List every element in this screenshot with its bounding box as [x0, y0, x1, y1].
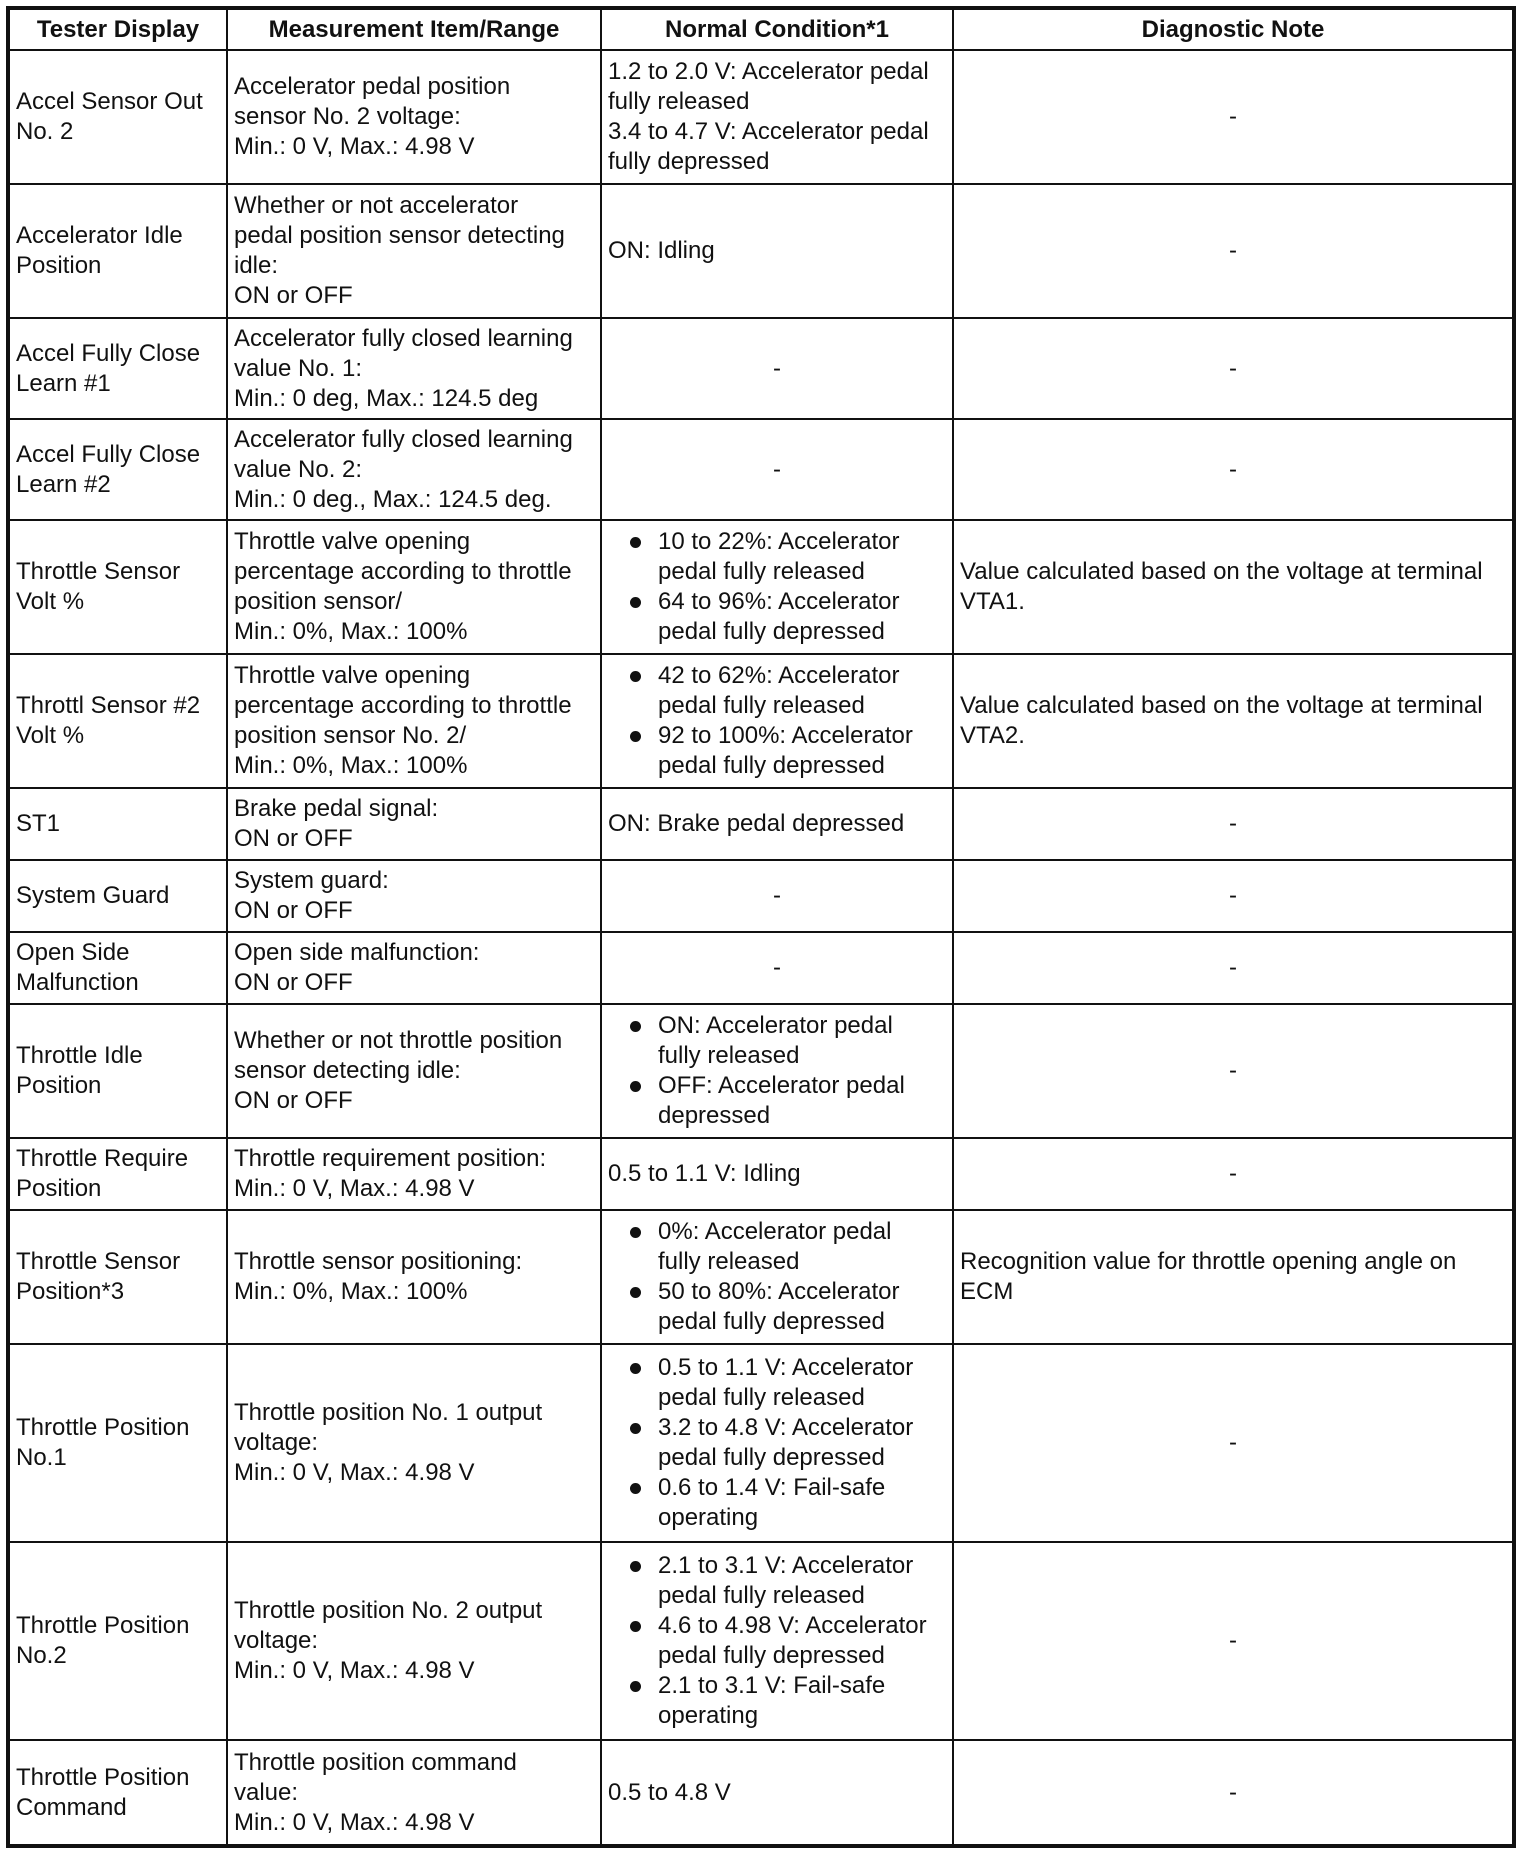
tester-display-cell: [8, 1138, 227, 1210]
table-row: [8, 1004, 1514, 1138]
normal-condition-cell: [601, 1138, 953, 1210]
data-list-table: [6, 6, 1516, 1848]
tester-display-cell-line: No. 2: [16, 118, 74, 145]
measurement-item-cell-line: position sensor/: [234, 588, 403, 615]
measurement-item-cell-line: Accelerator fully closed learning: [234, 324, 573, 352]
table-row: [8, 1210, 1514, 1344]
measurement-item-cell-line: Accelerator pedal position: [234, 73, 511, 100]
diagnostic-note-cell-line: -: [1229, 810, 1237, 837]
diagnostic-note-cell: [953, 1138, 1514, 1210]
condition-bullet-item: [608, 1671, 946, 1731]
condition-bullet-line: pedal fully released: [658, 692, 865, 719]
condition-bullet-list: [608, 527, 946, 647]
tester-display-cell-line: No.1: [16, 1444, 67, 1471]
measurement-item-cell-line: Min.: 0 V, Max.: 4.98 V: [234, 1657, 475, 1684]
normal-condition-cell: [601, 520, 953, 654]
diagnostic-note-cell-line: -: [1229, 882, 1237, 909]
condition-bullet-line: pedal fully released: [658, 558, 865, 585]
header-normal-condition: Normal Condition*1: [601, 8, 953, 50]
diagnostic-note-cell: [953, 318, 1514, 419]
tester-display-cell-line: Learn #1: [16, 369, 111, 397]
measurement-item-cell-line: Whether or not accelerator: [234, 192, 519, 219]
measurement-item-cell: [227, 1138, 601, 1210]
diagnostic-note-cell: [953, 50, 1514, 184]
tester-display-cell-line: Throttle Position: [16, 1763, 190, 1791]
tester-display-cell-line: Volt %: [16, 588, 85, 615]
header-tester-display: Tester Display: [8, 8, 227, 50]
tester-display-cell-line: Position*3: [16, 1278, 125, 1305]
condition-bullet-line: 0%: Accelerator pedal: [658, 1218, 892, 1245]
normal-condition-cell: [601, 318, 953, 419]
condition-bullet-item: [608, 1217, 946, 1277]
measurement-item-cell-line: Throttle valve opening: [234, 528, 471, 555]
diagnostic-note-cell-line: -: [1229, 1057, 1237, 1084]
measurement-item-cell: [227, 860, 601, 932]
condition-bullet-item: [608, 1413, 946, 1473]
diagnostic-note-cell-line: -: [1229, 1778, 1237, 1806]
condition-bullet-line: operating: [658, 1504, 759, 1531]
condition-bullet-line: pedal fully depressed: [658, 752, 885, 779]
measurement-item-cell-line: position sensor No. 2/: [234, 722, 467, 749]
condition-bullet-line: 10 to 22%: Accelerator: [658, 528, 900, 555]
table-row: [8, 1138, 1514, 1210]
measurement-item-cell: [227, 184, 601, 318]
diagnostic-note-cell-line: -: [1229, 954, 1237, 981]
diagnostic-note-cell-line: Value calculated based on the voltage at terminal: [960, 692, 1483, 719]
measurement-item-cell-line: Throttle position command: [234, 1748, 517, 1776]
measurement-item-cell: [227, 788, 601, 860]
condition-bullet-item: [608, 721, 946, 781]
measurement-item-cell-line: sensor No. 2 voltage:: [234, 103, 461, 130]
condition-bullet-item: [608, 1473, 946, 1533]
normal-condition-cell: [601, 1344, 953, 1542]
table-body: [8, 50, 1514, 1846]
diagnostic-note-cell-line: Recognition value for throttle opening angle on: [960, 1248, 1457, 1275]
table-row: [8, 419, 1514, 520]
measurement-item-cell-line: Min.: 0 V, Max.: 4.98 V: [234, 133, 475, 160]
tester-display-cell-line: Command: [16, 1793, 127, 1821]
tester-display-cell-line: Throttle Sensor: [16, 558, 181, 585]
tester-display-cell: [8, 50, 227, 184]
diagnostic-note-cell-line: -: [1229, 1429, 1237, 1456]
table-header: [8, 8, 1514, 50]
table-row: [8, 318, 1514, 419]
diagnostic-note-cell-line: ECM: [960, 1278, 1014, 1305]
measurement-item-cell-line: ON or OFF: [234, 897, 353, 924]
normal-condition-cell-line: fully depressed: [608, 148, 770, 175]
measurement-item-cell-line: Open side malfunction:: [234, 939, 480, 966]
normal-condition-cell-line: fully released: [608, 88, 750, 115]
normal-condition-cell: [601, 184, 953, 318]
measurement-item-cell-line: Throttle position No. 1 output: [234, 1399, 543, 1426]
measurement-item-cell: [227, 654, 601, 788]
normal-condition-cell-line: ON: Brake pedal depressed: [608, 810, 905, 837]
diagnostic-note-cell: [953, 654, 1514, 788]
measurement-item-cell-line: System guard:: [234, 867, 389, 894]
condition-bullet-line: depressed: [658, 1102, 771, 1129]
condition-bullet-item: [608, 1611, 946, 1671]
measurement-item-cell-line: ON or OFF: [234, 282, 353, 309]
tester-display-cell-line: No.2: [16, 1642, 67, 1669]
measurement-item-cell-line: Whether or not throttle position: [234, 1027, 563, 1054]
measurement-item-cell-line: pedal position sensor detecting: [234, 222, 565, 249]
measurement-item-cell: [227, 1740, 601, 1846]
tester-display-cell-line: Throttle Position: [16, 1414, 190, 1441]
condition-bullet-list: [608, 661, 946, 781]
tester-display-cell-line: Position: [16, 1175, 102, 1202]
normal-condition-cell: [601, 419, 953, 520]
measurement-item-cell-line: voltage:: [234, 1627, 319, 1654]
tester-display-cell-line: Throttle Idle: [16, 1042, 143, 1069]
condition-bullet-line: 3.2 to 4.8 V: Accelerator: [658, 1414, 914, 1441]
measurement-item-cell-line: Accelerator fully closed learning: [234, 425, 573, 453]
diagnostic-note-cell: [953, 1004, 1514, 1138]
diagnostic-note-cell: [953, 788, 1514, 860]
measurement-item-cell-line: Throttle valve opening: [234, 662, 471, 689]
measurement-item-cell-line: ON or OFF: [234, 825, 353, 852]
tester-display-cell: [8, 520, 227, 654]
measurement-item-cell-line: Min.: 0 V, Max.: 4.98 V: [234, 1459, 475, 1486]
normal-condition-cell: [601, 860, 953, 932]
condition-bullet-item: [608, 1277, 946, 1337]
condition-bullet-line: pedal fully depressed: [658, 1444, 885, 1471]
tester-display-cell-line: Position: [16, 1072, 102, 1099]
tester-display-cell: [8, 1740, 227, 1846]
condition-bullet-line: ON: Accelerator pedal: [658, 1012, 893, 1039]
tester-display-cell: [8, 788, 227, 860]
tester-display-cell-line: Open Side: [16, 939, 130, 966]
condition-bullet-line: pedal fully released: [658, 1384, 865, 1411]
measurement-item-cell: [227, 318, 601, 419]
normal-condition-cell: [601, 1004, 953, 1138]
header-row: [8, 8, 1514, 50]
diagnostic-note-cell-line: -: [1229, 237, 1237, 264]
condition-bullet-item: [608, 1011, 946, 1071]
condition-bullet-line: 42 to 62%: Accelerator: [658, 662, 900, 689]
measurement-item-cell: [227, 419, 601, 520]
diagnostic-note-cell-line: -: [1229, 103, 1237, 130]
diagnostic-note-cell: [953, 184, 1514, 318]
condition-bullet-line: OFF: Accelerator pedal: [658, 1072, 905, 1099]
tester-display-cell-line: Accel Fully Close: [16, 440, 201, 468]
measurement-item-cell-line: Throttle sensor positioning:: [234, 1248, 523, 1275]
diagnostic-note-cell-line: -: [1229, 354, 1237, 382]
condition-bullet-list: [608, 1353, 946, 1533]
normal-condition-cell: [601, 932, 953, 1004]
measurement-item-cell-line: Min.: 0%, Max.: 100%: [234, 618, 468, 645]
tester-display-cell-line: Accelerator Idle: [16, 222, 183, 249]
table-row: [8, 860, 1514, 932]
measurement-item-cell: [227, 50, 601, 184]
normal-condition-cell-line: -: [773, 954, 781, 981]
normal-condition-cell-line: 3.4 to 4.7 V: Accelerator pedal: [608, 118, 929, 145]
tester-display-cell-line: Position: [16, 252, 102, 279]
measurement-item-cell-line: Min.: 0%, Max.: 100%: [234, 1278, 468, 1305]
condition-bullet-line: 2.1 to 3.1 V: Fail-safe: [658, 1672, 886, 1699]
measurement-item-cell-line: idle:: [234, 252, 279, 279]
condition-bullet-list: [608, 1551, 946, 1731]
diagnostic-note-cell: [953, 419, 1514, 520]
condition-bullet-line: fully released: [658, 1042, 800, 1069]
normal-condition-cell-line: -: [773, 354, 781, 382]
condition-bullet-line: pedal fully depressed: [658, 618, 885, 645]
tester-display-cell-line: Throttl Sensor #2: [16, 692, 201, 719]
tester-display-cell: [8, 1542, 227, 1740]
diagnostic-note-cell: [953, 1210, 1514, 1344]
diagnostic-note-cell-line: Value calculated based on the voltage at terminal: [960, 558, 1483, 585]
condition-bullet-item: [608, 1551, 946, 1611]
table-row: [8, 1344, 1514, 1542]
table-row: [8, 184, 1514, 318]
tester-display-cell-line: Volt %: [16, 722, 85, 749]
tester-display-cell: [8, 1344, 227, 1542]
measurement-item-cell: [227, 1542, 601, 1740]
measurement-item-cell-line: ON or OFF: [234, 1087, 353, 1114]
measurement-item-cell-line: value No. 2:: [234, 455, 363, 483]
measurement-item-cell-line: voltage:: [234, 1429, 319, 1456]
normal-condition-cell-line: 1.2 to 2.0 V: Accelerator pedal: [608, 58, 929, 85]
tester-display-cell: [8, 860, 227, 932]
condition-bullet-line: 2.1 to 3.1 V: Accelerator: [658, 1552, 914, 1579]
condition-bullet-line: pedal fully depressed: [658, 1642, 885, 1669]
condition-bullet-item: [608, 661, 946, 721]
tester-display-cell: [8, 1210, 227, 1344]
condition-bullet-line: 50 to 80%: Accelerator: [658, 1278, 900, 1305]
diagnostic-note-cell-line: -: [1229, 455, 1237, 483]
normal-condition-cell-line: -: [773, 455, 781, 483]
condition-bullet-line: pedal fully released: [658, 1582, 865, 1609]
normal-condition-cell-line: 0.5 to 4.8 V: [608, 1778, 731, 1806]
tester-display-cell-line: ST1: [16, 810, 61, 837]
condition-bullet-item: [608, 1071, 946, 1131]
diagnostic-note-cell: [953, 1740, 1514, 1846]
table-row: [8, 50, 1514, 184]
normal-condition-cell-line: -: [773, 882, 781, 909]
condition-bullet-item: [608, 527, 946, 587]
tester-display-cell-line: Throttle Position: [16, 1612, 190, 1639]
tester-display-cell-line: Malfunction: [16, 969, 139, 996]
diagnostic-note-cell: [953, 860, 1514, 932]
measurement-item-cell-line: value:: [234, 1778, 299, 1806]
normal-condition-cell: [601, 788, 953, 860]
measurement-item-cell: [227, 1004, 601, 1138]
measurement-item-cell-line: ON or OFF: [234, 969, 353, 996]
measurement-item-cell-line: Min.: 0 V, Max.: 4.98 V: [234, 1808, 475, 1836]
tester-display-cell-line: Throttle Require: [16, 1145, 189, 1172]
measurement-item-cell: [227, 1210, 601, 1344]
condition-bullet-line: fully released: [658, 1248, 800, 1275]
tester-display-cell-line: Throttle Sensor: [16, 1248, 181, 1275]
condition-bullet-item: [608, 1353, 946, 1413]
normal-condition-cell: [601, 1542, 953, 1740]
measurement-item-cell-line: percentage according to throttle: [234, 558, 572, 585]
tester-display-cell: [8, 419, 227, 520]
tester-display-cell: [8, 184, 227, 318]
diagnostic-note-cell-line: -: [1229, 1627, 1237, 1654]
measurement-item-cell: [227, 1344, 601, 1542]
table-row: [8, 932, 1514, 1004]
measurement-item-cell-line: Min.: 0 deg., Max.: 124.5 deg.: [234, 485, 552, 513]
normal-condition-cell: [601, 1210, 953, 1344]
diagnostic-note-cell-line: VTA2.: [960, 722, 1025, 749]
tester-display-cell-line: System Guard: [16, 882, 170, 909]
normal-condition-cell: [601, 50, 953, 184]
tester-display-cell-line: Accel Fully Close: [16, 339, 201, 367]
tester-display-cell: [8, 654, 227, 788]
diagnostic-note-cell: [953, 1542, 1514, 1740]
tester-display-cell: [8, 1004, 227, 1138]
header-diagnostic-note: Diagnostic Note: [953, 8, 1514, 50]
tester-display-cell-line: Accel Sensor Out: [16, 88, 203, 115]
normal-condition-cell-line: ON: Idling: [608, 237, 715, 264]
condition-bullet-list: [608, 1011, 946, 1131]
measurement-item-cell-line: Min.: 0 V, Max.: 4.98 V: [234, 1175, 475, 1202]
tester-display-cell: [8, 318, 227, 419]
normal-condition-cell-line: 0.5 to 1.1 V: Idling: [608, 1160, 801, 1187]
normal-condition-cell: [601, 654, 953, 788]
condition-bullet-line: operating: [658, 1702, 759, 1729]
measurement-item-cell-line: Throttle position No. 2 output: [234, 1597, 543, 1624]
condition-bullet-line: 64 to 96%: Accelerator: [658, 588, 900, 615]
diagnostic-note-cell: [953, 932, 1514, 1004]
condition-bullet-line: 0.5 to 1.1 V: Accelerator: [658, 1354, 914, 1381]
condition-bullet-line: pedal fully depressed: [658, 1308, 885, 1335]
condition-bullet-line: 4.6 to 4.98 V: Accelerator: [658, 1612, 927, 1639]
diagnostic-note-cell: [953, 520, 1514, 654]
header-measurement-item: Measurement Item/Range: [227, 8, 601, 50]
tester-display-cell: [8, 932, 227, 1004]
measurement-item-cell-line: Min.: 0%, Max.: 100%: [234, 752, 468, 779]
measurement-item-cell-line: sensor detecting idle:: [234, 1057, 461, 1084]
measurement-item-cell-line: Brake pedal signal:: [234, 795, 439, 822]
measurement-item-cell-line: value No. 1:: [234, 354, 363, 382]
table-row: [8, 788, 1514, 860]
measurement-item-cell-line: Throttle requirement position:: [234, 1145, 547, 1172]
tester-display-cell-line: Learn #2: [16, 470, 111, 498]
measurement-item-cell: [227, 932, 601, 1004]
measurement-item-cell: [227, 520, 601, 654]
condition-bullet-line: 0.6 to 1.4 V: Fail-safe: [658, 1474, 886, 1501]
diagnostic-note-cell: [953, 1344, 1514, 1542]
measurement-item-cell-line: Min.: 0 deg, Max.: 124.5 deg: [234, 384, 539, 412]
table-row: [8, 1740, 1514, 1846]
measurement-item-cell-line: percentage according to throttle: [234, 692, 572, 719]
condition-bullet-list: [608, 1217, 946, 1337]
table-row: [8, 654, 1514, 788]
condition-bullet-item: [608, 587, 946, 647]
diagnostic-note-cell-line: -: [1229, 1160, 1237, 1187]
diagnostic-note-cell-line: VTA1.: [960, 588, 1025, 615]
condition-bullet-line: 92 to 100%: Accelerator: [658, 722, 913, 749]
table-row: [8, 1542, 1514, 1740]
normal-condition-cell: [601, 1740, 953, 1846]
table-row: [8, 520, 1514, 654]
